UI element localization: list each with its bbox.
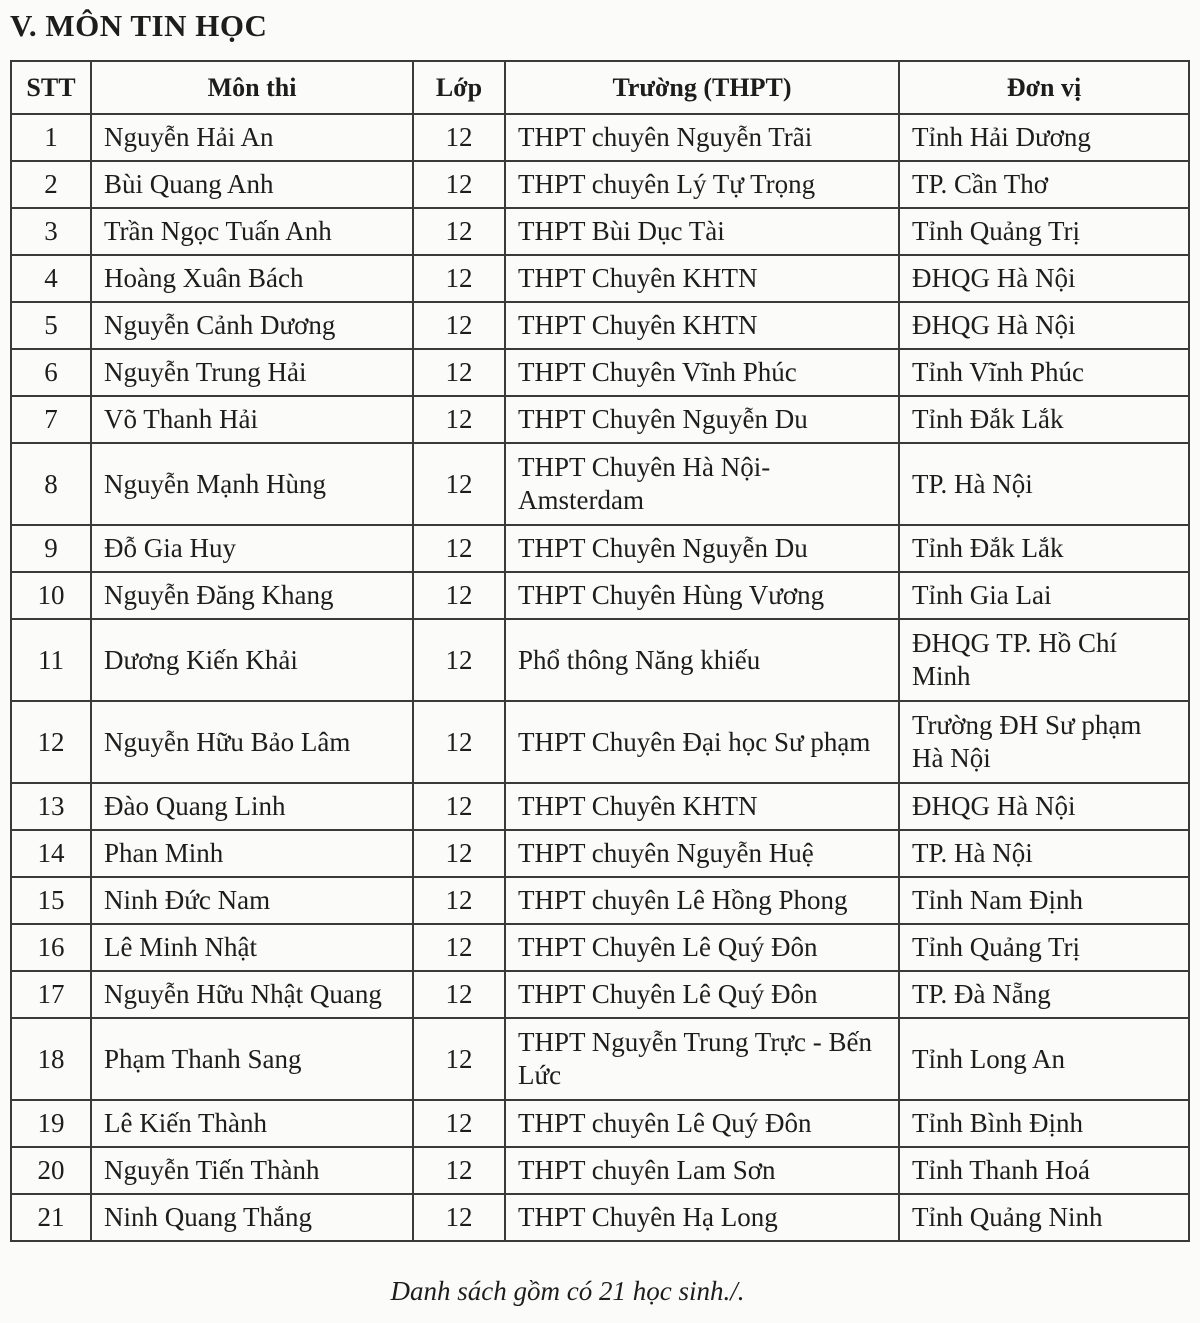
- cell-name: Lê Minh Nhật: [91, 924, 413, 971]
- cell-school: THPT Bùi Dục Tài: [505, 208, 899, 255]
- cell-grade: 12: [413, 208, 505, 255]
- header-school: Trường (THPT): [505, 61, 899, 114]
- cell-grade: 12: [413, 1194, 505, 1241]
- table-row: [11, 396, 1189, 443]
- cell-school: THPT Chuyên Hà Nội-Amsterdam: [505, 443, 899, 525]
- table-header-row: [11, 61, 1189, 114]
- cell-stt: 14: [11, 830, 91, 877]
- cell-stt: 16: [11, 924, 91, 971]
- cell-grade: 12: [413, 701, 505, 783]
- cell-grade: 12: [413, 114, 505, 161]
- cell-school: THPT Chuyên Đại học Sư phạm: [505, 701, 899, 783]
- table-row: [11, 701, 1189, 783]
- cell-name: Ninh Đức Nam: [91, 877, 413, 924]
- cell-school: THPT Chuyên KHTN: [505, 255, 899, 302]
- cell-unit: TP. Cần Thơ: [899, 161, 1189, 208]
- cell-unit: TP. Hà Nội: [899, 443, 1189, 525]
- table-row: [11, 349, 1189, 396]
- cell-name: Ninh Quang Thắng: [91, 1194, 413, 1241]
- cell-stt: 8: [11, 443, 91, 525]
- cell-grade: 12: [413, 302, 505, 349]
- cell-stt: 20: [11, 1147, 91, 1194]
- cell-grade: 12: [413, 877, 505, 924]
- cell-stt: 13: [11, 783, 91, 830]
- cell-school: THPT Chuyên Nguyễn Du: [505, 525, 899, 572]
- cell-grade: 12: [413, 924, 505, 971]
- cell-unit: Tỉnh Nam Định: [899, 877, 1189, 924]
- cell-unit: Tỉnh Vĩnh Phúc: [899, 349, 1189, 396]
- cell-name: Đào Quang Linh: [91, 783, 413, 830]
- cell-school: THPT chuyên Lê Hồng Phong: [505, 877, 899, 924]
- table-row: [11, 830, 1189, 877]
- cell-stt: 5: [11, 302, 91, 349]
- cell-unit: Tỉnh Đắk Lắk: [899, 525, 1189, 572]
- cell-name: Nguyễn Đăng Khang: [91, 572, 413, 619]
- cell-name: Võ Thanh Hải: [91, 396, 413, 443]
- cell-school: Phổ thông Năng khiếu: [505, 619, 899, 701]
- cell-stt: 3: [11, 208, 91, 255]
- cell-grade: 12: [413, 396, 505, 443]
- cell-stt: 21: [11, 1194, 91, 1241]
- table-row: [11, 443, 1189, 525]
- cell-stt: 18: [11, 1018, 91, 1100]
- cell-stt: 7: [11, 396, 91, 443]
- cell-grade: 12: [413, 619, 505, 701]
- cell-stt: 4: [11, 255, 91, 302]
- header-name: Môn thi: [91, 61, 413, 114]
- table-row: [11, 783, 1189, 830]
- cell-stt: 17: [11, 971, 91, 1018]
- cell-unit: ĐHQG Hà Nội: [899, 783, 1189, 830]
- cell-name: Trần Ngọc Tuấn Anh: [91, 208, 413, 255]
- cell-school: THPT chuyên Lý Tự Trọng: [505, 161, 899, 208]
- cell-grade: 12: [413, 830, 505, 877]
- cell-stt: 10: [11, 572, 91, 619]
- cell-unit: Tỉnh Đắk Lắk: [899, 396, 1189, 443]
- cell-stt: 11: [11, 619, 91, 701]
- table-row: [11, 572, 1189, 619]
- cell-name: Hoàng Xuân Bách: [91, 255, 413, 302]
- cell-unit: Tỉnh Gia Lai: [899, 572, 1189, 619]
- header-stt: STT: [11, 61, 91, 114]
- cell-school: THPT Chuyên KHTN: [505, 783, 899, 830]
- cell-unit: Trường ĐH Sư phạm Hà Nội: [899, 701, 1189, 783]
- table-row: [11, 619, 1189, 701]
- table-row: [11, 924, 1189, 971]
- cell-name: Nguyễn Hải An: [91, 114, 413, 161]
- cell-grade: 12: [413, 349, 505, 396]
- cell-school: THPT chuyên Nguyễn Huệ: [505, 830, 899, 877]
- cell-grade: 12: [413, 971, 505, 1018]
- cell-stt: 15: [11, 877, 91, 924]
- cell-stt: 1: [11, 114, 91, 161]
- table-row: [11, 161, 1189, 208]
- table-row: [11, 1018, 1189, 1100]
- table-row: [11, 302, 1189, 349]
- cell-name: Bùi Quang Anh: [91, 161, 413, 208]
- table-row: [11, 525, 1189, 572]
- cell-grade: 12: [413, 1100, 505, 1147]
- cell-name: Lê Kiến Thành: [91, 1100, 413, 1147]
- cell-name: Đỗ Gia Huy: [91, 525, 413, 572]
- cell-unit: ĐHQG Hà Nội: [899, 255, 1189, 302]
- table-row: [11, 971, 1189, 1018]
- header-grade: Lớp: [413, 61, 505, 114]
- cell-grade: 12: [413, 572, 505, 619]
- cell-name: Nguyễn Tiến Thành: [91, 1147, 413, 1194]
- table-row: [11, 877, 1189, 924]
- cell-grade: 12: [413, 525, 505, 572]
- cell-stt: 9: [11, 525, 91, 572]
- cell-unit: Tỉnh Long An: [899, 1018, 1189, 1100]
- header-unit: Đơn vị: [899, 61, 1189, 114]
- cell-unit: TP. Hà Nội: [899, 830, 1189, 877]
- cell-grade: 12: [413, 443, 505, 525]
- cell-name: Nguyễn Trung Hải: [91, 349, 413, 396]
- cell-name: Nguyễn Cảnh Dương: [91, 302, 413, 349]
- cell-unit: Tỉnh Quảng Ninh: [899, 1194, 1189, 1241]
- student-list-table: [10, 60, 1190, 1242]
- cell-unit: Tỉnh Quảng Trị: [899, 208, 1189, 255]
- cell-unit: ĐHQG TP. Hồ Chí Minh: [899, 619, 1189, 701]
- cell-stt: 2: [11, 161, 91, 208]
- cell-name: Nguyễn Hữu Nhật Quang: [91, 971, 413, 1018]
- cell-name: Nguyễn Hữu Bảo Lâm: [91, 701, 413, 783]
- cell-school: THPT Nguyễn Trung Trực - Bến Lức: [505, 1018, 899, 1100]
- cell-school: THPT Chuyên Hùng Vương: [505, 572, 899, 619]
- cell-school: THPT chuyên Lam Sơn: [505, 1147, 899, 1194]
- cell-grade: 12: [413, 161, 505, 208]
- cell-stt: 19: [11, 1100, 91, 1147]
- cell-grade: 12: [413, 1018, 505, 1100]
- footer-note: Danh sách gồm có 21 học sinh./.: [390, 1276, 745, 1306]
- table-row: [11, 1147, 1189, 1194]
- cell-school: THPT Chuyên Vĩnh Phúc: [505, 349, 899, 396]
- cell-school: THPT Chuyên Lê Quý Đôn: [505, 971, 899, 1018]
- table-row: [11, 208, 1189, 255]
- cell-unit: ĐHQG Hà Nội: [899, 302, 1189, 349]
- cell-school: THPT Chuyên Hạ Long: [505, 1194, 899, 1241]
- section-title: V. MÔN TIN HỌC: [10, 8, 268, 43]
- cell-grade: 12: [413, 783, 505, 830]
- cell-unit: Tỉnh Quảng Trị: [899, 924, 1189, 971]
- cell-stt: 6: [11, 349, 91, 396]
- cell-grade: 12: [413, 1147, 505, 1194]
- table-row: [11, 114, 1189, 161]
- cell-grade: 12: [413, 255, 505, 302]
- cell-stt: 12: [11, 701, 91, 783]
- cell-name: Nguyễn Mạnh Hùng: [91, 443, 413, 525]
- cell-unit: Tỉnh Hải Dương: [899, 114, 1189, 161]
- cell-school: THPT chuyên Lê Quý Đôn: [505, 1100, 899, 1147]
- cell-unit: Tỉnh Bình Định: [899, 1100, 1189, 1147]
- table-row: [11, 1100, 1189, 1147]
- cell-school: THPT Chuyên Nguyễn Du: [505, 396, 899, 443]
- table-row: [11, 1194, 1189, 1241]
- cell-unit: Tỉnh Thanh Hoá: [899, 1147, 1189, 1194]
- cell-school: THPT Chuyên Lê Quý Đôn: [505, 924, 899, 971]
- table-row: [11, 255, 1189, 302]
- cell-school: THPT chuyên Nguyễn Trãi: [505, 114, 899, 161]
- cell-name: Phạm Thanh Sang: [91, 1018, 413, 1100]
- cell-school: THPT Chuyên KHTN: [505, 302, 899, 349]
- cell-unit: TP. Đà Nẵng: [899, 971, 1189, 1018]
- cell-name: Phan Minh: [91, 830, 413, 877]
- cell-name: Dương Kiến Khải: [91, 619, 413, 701]
